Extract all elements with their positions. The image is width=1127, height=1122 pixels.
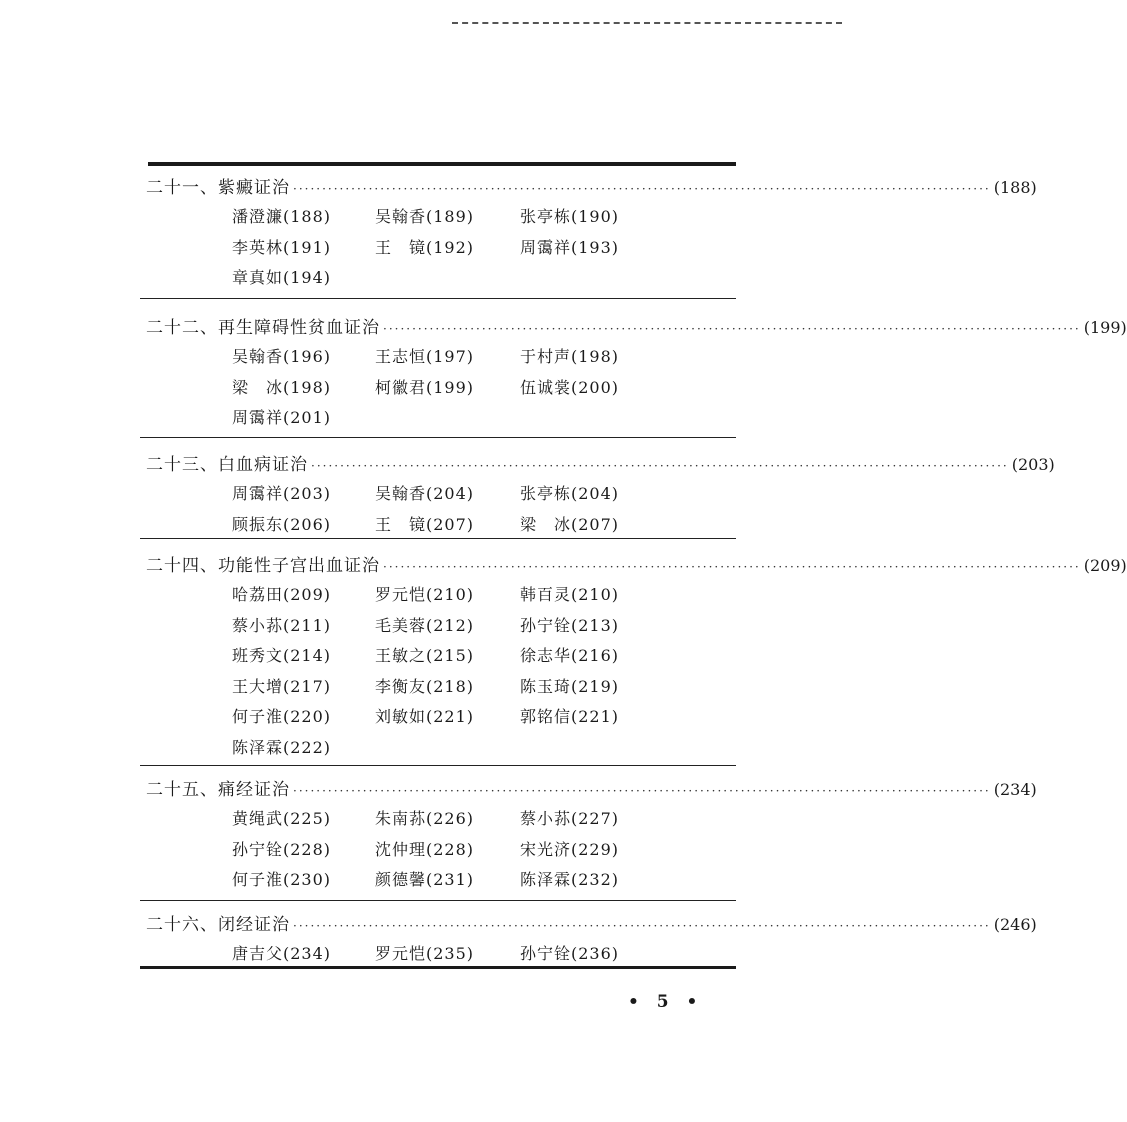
section-page: (188) [993, 178, 1037, 197]
author-entry[interactable]: 何子淮(230) [232, 870, 332, 889]
author-entry[interactable]: 朱南荪(226) [375, 809, 475, 828]
author-entry[interactable]: 孙宁铨(213) [520, 615, 620, 635]
section-page: (203) [1011, 455, 1055, 474]
author-entry[interactable]: 柯徽君(199) [375, 377, 475, 397]
author-entry[interactable]: 宋光济(229) [520, 839, 620, 859]
section-page: (199) [1083, 318, 1127, 337]
leader-dots: ························································································································ [293, 182, 991, 196]
author-entry[interactable]: 唐吉父(234) [232, 944, 332, 963]
author-entry[interactable]: 颜德馨(231) [375, 870, 475, 889]
section-divider [140, 900, 736, 901]
author-entry[interactable]: 刘敏如(221) [375, 707, 475, 726]
author-entry[interactable]: 李英林(191) [232, 237, 332, 257]
author-entry[interactable]: 潘澄濂(188) [232, 207, 332, 226]
leader-dots: ························································································································ [383, 322, 1081, 336]
author-entry[interactable]: 郭铭信(221) [520, 707, 620, 726]
author-entry[interactable]: 黄绳武(225) [232, 809, 332, 828]
section-page: (246) [993, 915, 1037, 934]
author-entry[interactable]: 陈泽霖(232) [520, 870, 620, 889]
author-entry[interactable]: 韩百灵(210) [520, 585, 620, 604]
author-entry[interactable]: 陈泽霖(222) [232, 737, 332, 757]
author-entry[interactable]: 李衡友(218) [375, 676, 475, 696]
author-entry[interactable]: 王 镜(192) [375, 237, 475, 257]
section-page: (234) [993, 780, 1037, 799]
section-divider [140, 437, 736, 438]
section-heading[interactable] [146, 173, 1037, 199]
bottom-rule [140, 966, 736, 969]
author-entry[interactable]: 王 镜(207) [375, 514, 475, 534]
section-divider [140, 765, 736, 766]
author-entry[interactable]: 哈荔田(209) [232, 585, 332, 604]
section-divider [148, 162, 736, 166]
author-entry[interactable]: 周霭祥(203) [232, 484, 332, 503]
author-entry[interactable]: 吴翰香(196) [232, 347, 332, 366]
author-entry[interactable]: 张亭栋(190) [520, 207, 620, 226]
section-divider [140, 298, 736, 299]
leader-dots: ························································································································ [293, 784, 991, 798]
author-entry[interactable]: 梁 冰(207) [520, 514, 620, 534]
section-title: 二十六、闭经证治 [146, 915, 290, 935]
author-entry[interactable]: 张亭栋(204) [520, 484, 620, 503]
author-entry[interactable]: 罗元恺(210) [375, 585, 475, 604]
author-entry[interactable]: 孙宁铨(228) [232, 839, 332, 859]
author-entry[interactable]: 蔡小荪(211) [232, 615, 332, 635]
author-entry[interactable]: 王大增(217) [232, 676, 332, 696]
section-title: 二十二、再生障碍性贫血证治 [146, 318, 380, 338]
section-heading[interactable] [146, 450, 1055, 476]
author-entry[interactable]: 班秀文(214) [232, 646, 332, 665]
leader-dots: ························································································································ [383, 560, 1081, 574]
author-entry[interactable]: 吴翰香(189) [375, 207, 475, 226]
author-entry[interactable]: 何子淮(220) [232, 707, 332, 726]
section-heading[interactable] [146, 910, 1037, 936]
leader-dots: ························································································································ [293, 919, 991, 933]
section-page: (209) [1083, 556, 1127, 575]
author-entry[interactable]: 伍诚裳(200) [520, 377, 620, 397]
author-entry[interactable]: 陈玉琦(219) [520, 676, 620, 696]
author-entry[interactable]: 徐志华(216) [520, 646, 620, 665]
section-divider [140, 538, 736, 539]
author-entry[interactable]: 王敏之(215) [375, 646, 475, 665]
leader-dots: ························································································································ [311, 459, 1009, 473]
section-title: 二十一、紫癜证治 [146, 178, 290, 198]
author-entry[interactable]: 顾振东(206) [232, 514, 332, 534]
section-heading[interactable] [146, 775, 1037, 801]
section-title: 二十五、痛经证治 [146, 780, 290, 800]
section-title: 二十三、白血病证治 [146, 455, 308, 475]
section-heading[interactable] [146, 313, 1127, 339]
author-entry[interactable]: 章真如(194) [232, 268, 332, 287]
author-entry[interactable]: 孙宁铨(236) [520, 944, 620, 963]
author-entry[interactable]: 吴翰香(204) [375, 484, 475, 503]
top-dashed-line [452, 22, 842, 24]
page-number: • 5 • [628, 992, 704, 1012]
section-heading[interactable] [146, 551, 1127, 577]
author-entry[interactable]: 于村声(198) [520, 347, 620, 366]
author-entry[interactable]: 梁 冰(198) [232, 377, 332, 397]
author-entry[interactable]: 周霭祥(201) [232, 408, 332, 427]
author-entry[interactable]: 毛美蓉(212) [375, 615, 475, 635]
author-entry[interactable]: 王志恒(197) [375, 347, 475, 366]
author-entry[interactable]: 罗元恺(235) [375, 944, 475, 963]
author-entry[interactable]: 周霭祥(193) [520, 237, 620, 257]
author-entry[interactable]: 蔡小荪(227) [520, 809, 620, 828]
author-entry[interactable]: 沈仲理(228) [375, 839, 475, 859]
section-title: 二十四、功能性子宫出血证治 [146, 556, 380, 576]
